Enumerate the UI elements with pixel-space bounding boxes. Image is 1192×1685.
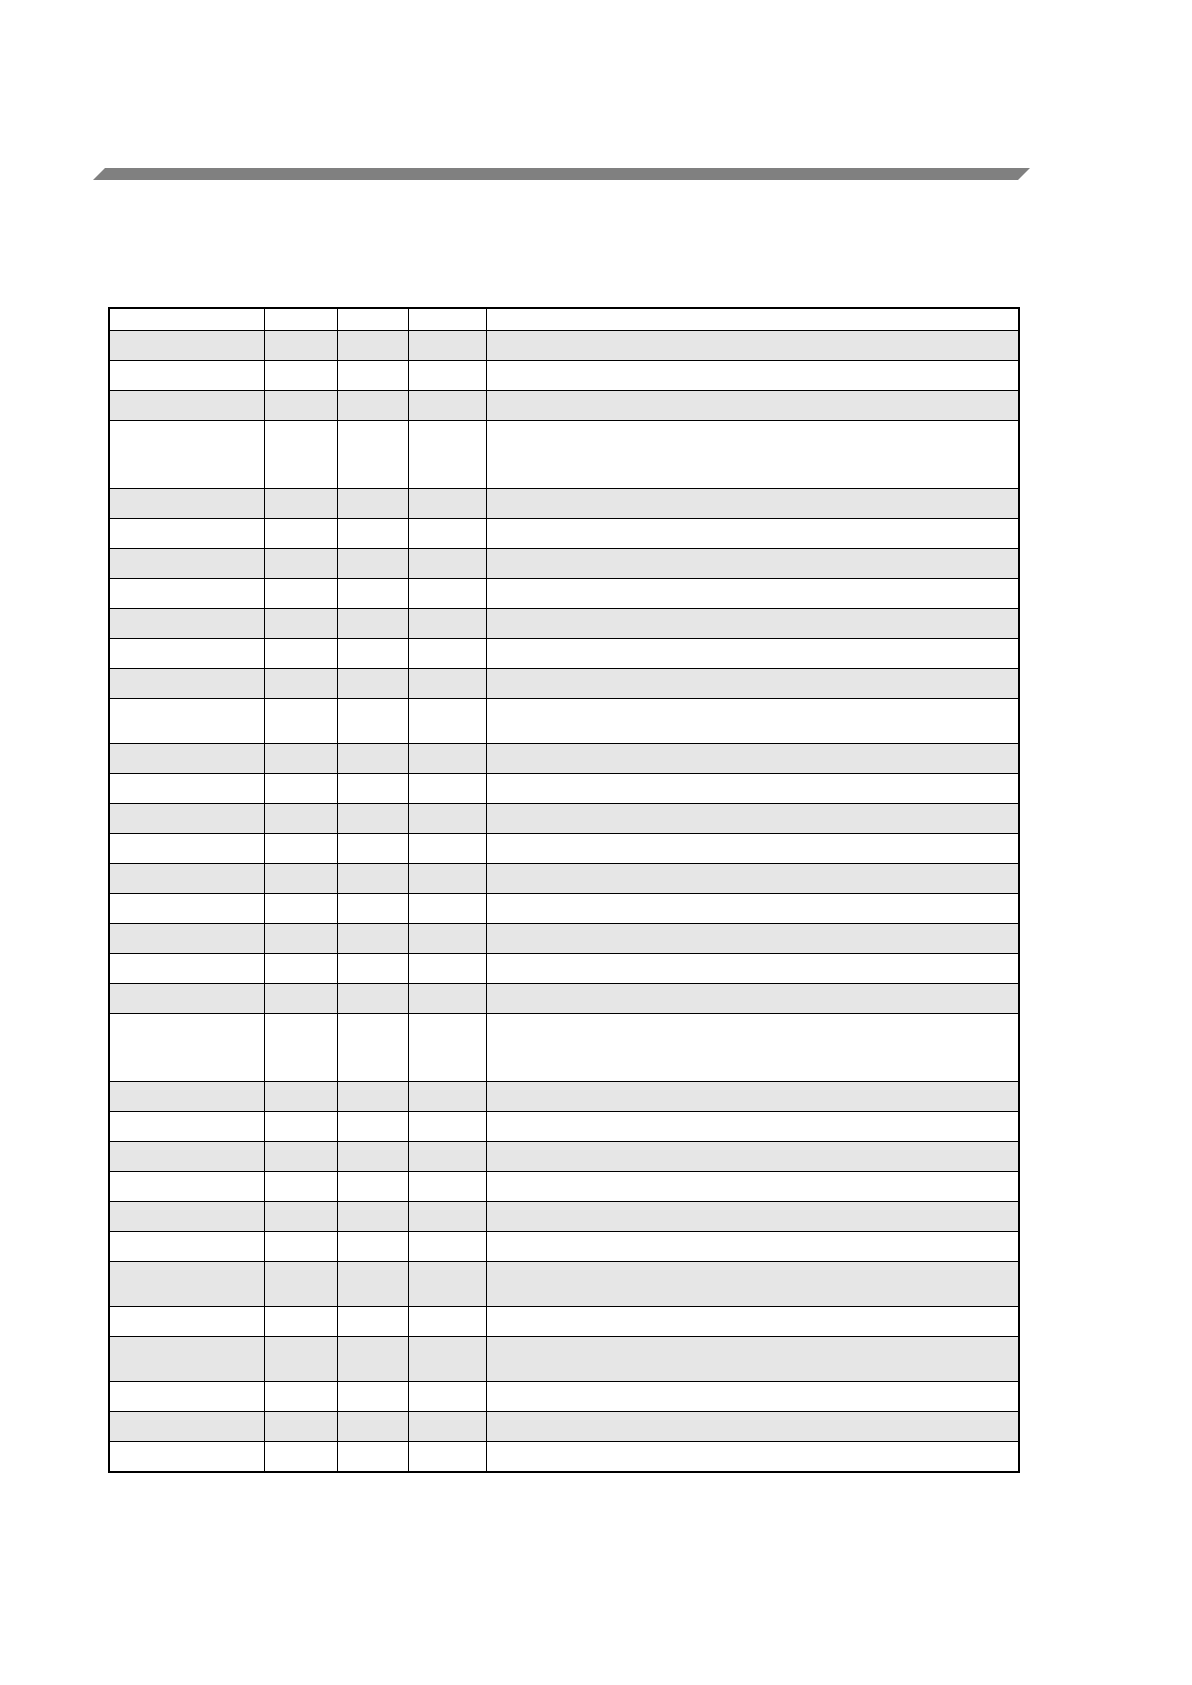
table-cell bbox=[486, 1172, 1019, 1202]
table-row bbox=[109, 1014, 1019, 1082]
table-cell bbox=[109, 699, 264, 744]
table-cell bbox=[264, 924, 337, 954]
table-cell bbox=[264, 954, 337, 984]
column-header bbox=[109, 308, 264, 331]
table-cell bbox=[264, 744, 337, 774]
table-cell bbox=[408, 639, 486, 669]
table-cell bbox=[264, 331, 337, 361]
table-cell bbox=[486, 834, 1019, 864]
table-cell bbox=[408, 1442, 486, 1473]
table-row bbox=[109, 421, 1019, 489]
table-cell bbox=[109, 639, 264, 669]
table-row bbox=[109, 639, 1019, 669]
table-cell bbox=[486, 774, 1019, 804]
table-cell bbox=[337, 954, 408, 984]
table-cell bbox=[408, 1232, 486, 1262]
table-cell bbox=[337, 1382, 408, 1412]
table-cell bbox=[264, 1382, 337, 1412]
table-cell bbox=[486, 744, 1019, 774]
table-cell bbox=[486, 391, 1019, 421]
table-row bbox=[109, 331, 1019, 361]
table-cell bbox=[408, 774, 486, 804]
table-cell bbox=[337, 1412, 408, 1442]
table-cell bbox=[337, 744, 408, 774]
table-row bbox=[109, 1202, 1019, 1232]
table-cell bbox=[264, 1412, 337, 1442]
table-cell bbox=[408, 1337, 486, 1382]
table-cell bbox=[264, 489, 337, 519]
table-cell bbox=[486, 1337, 1019, 1382]
table-cell bbox=[337, 864, 408, 894]
table-row bbox=[109, 1232, 1019, 1262]
table-row bbox=[109, 774, 1019, 804]
table-cell bbox=[109, 1014, 264, 1082]
table-row bbox=[109, 669, 1019, 699]
table-cell bbox=[486, 669, 1019, 699]
table-cell bbox=[486, 421, 1019, 489]
table-cell bbox=[109, 924, 264, 954]
table-cell bbox=[486, 639, 1019, 669]
table-cell bbox=[337, 549, 408, 579]
table-cell bbox=[408, 744, 486, 774]
table-cell bbox=[486, 1014, 1019, 1082]
column-header bbox=[486, 308, 1019, 331]
table-cell bbox=[408, 804, 486, 834]
table-cell bbox=[337, 489, 408, 519]
table-cell bbox=[109, 1307, 264, 1337]
table-cell bbox=[337, 331, 408, 361]
table-cell bbox=[109, 361, 264, 391]
table-cell bbox=[486, 924, 1019, 954]
table-cell bbox=[109, 1382, 264, 1412]
table-cell bbox=[264, 1142, 337, 1172]
table-cell bbox=[337, 1337, 408, 1382]
table-cell bbox=[264, 669, 337, 699]
table-cell bbox=[486, 579, 1019, 609]
table-cell bbox=[109, 1262, 264, 1307]
table-cell bbox=[109, 1202, 264, 1232]
table-cell bbox=[264, 549, 337, 579]
table-cell bbox=[337, 639, 408, 669]
table-cell bbox=[109, 331, 264, 361]
table-cell bbox=[264, 1014, 337, 1082]
table-cell bbox=[486, 549, 1019, 579]
table-cell bbox=[109, 744, 264, 774]
table-cell bbox=[337, 669, 408, 699]
table-cell bbox=[408, 1172, 486, 1202]
table-row bbox=[109, 984, 1019, 1014]
table-cell bbox=[109, 549, 264, 579]
table-cell bbox=[337, 1142, 408, 1172]
table-cell bbox=[337, 984, 408, 1014]
table-row bbox=[109, 924, 1019, 954]
table-cell bbox=[408, 984, 486, 1014]
table-cell bbox=[264, 699, 337, 744]
table-cell bbox=[109, 1442, 264, 1473]
table-cell bbox=[486, 954, 1019, 984]
table-cell bbox=[408, 609, 486, 639]
table-cell bbox=[337, 1082, 408, 1112]
table-cell bbox=[486, 1382, 1019, 1412]
table-cell bbox=[337, 421, 408, 489]
table-cell bbox=[486, 804, 1019, 834]
table-cell bbox=[109, 954, 264, 984]
table-cell bbox=[337, 1112, 408, 1142]
table-row bbox=[109, 1172, 1019, 1202]
table-row bbox=[109, 1142, 1019, 1172]
table-cell bbox=[408, 1262, 486, 1307]
table-cell bbox=[337, 1307, 408, 1337]
table-cell bbox=[109, 1082, 264, 1112]
table-cell bbox=[337, 1442, 408, 1473]
table-cell bbox=[109, 1112, 264, 1142]
table-cell bbox=[264, 834, 337, 864]
table-cell bbox=[109, 519, 264, 549]
table-cell bbox=[109, 391, 264, 421]
table-cell bbox=[337, 1172, 408, 1202]
table-cell bbox=[337, 519, 408, 549]
table-cell bbox=[486, 984, 1019, 1014]
table-cell bbox=[486, 1202, 1019, 1232]
table-cell bbox=[486, 1442, 1019, 1473]
table-cell bbox=[264, 391, 337, 421]
table-cell bbox=[486, 609, 1019, 639]
table-cell bbox=[109, 774, 264, 804]
table-cell bbox=[486, 894, 1019, 924]
table-cell bbox=[109, 579, 264, 609]
column-header bbox=[408, 308, 486, 331]
table-cell bbox=[408, 331, 486, 361]
table-cell bbox=[264, 864, 337, 894]
table-cell bbox=[408, 1082, 486, 1112]
table-cell bbox=[337, 1014, 408, 1082]
table-cell bbox=[408, 1142, 486, 1172]
table-row bbox=[109, 834, 1019, 864]
table-cell bbox=[408, 1412, 486, 1442]
table-cell bbox=[408, 519, 486, 549]
table-cell bbox=[109, 1337, 264, 1382]
table-cell bbox=[264, 804, 337, 834]
column-header bbox=[264, 308, 337, 331]
table-row bbox=[109, 1262, 1019, 1307]
table-cell bbox=[109, 894, 264, 924]
table-cell bbox=[408, 489, 486, 519]
table-cell bbox=[264, 1112, 337, 1142]
table-cell bbox=[264, 1337, 337, 1382]
table-row bbox=[109, 699, 1019, 744]
header-rule-bar bbox=[93, 168, 1030, 180]
table-cell bbox=[264, 519, 337, 549]
table-cell bbox=[486, 489, 1019, 519]
table-cell bbox=[408, 669, 486, 699]
table-cell bbox=[408, 549, 486, 579]
table-cell bbox=[109, 1412, 264, 1442]
table-row bbox=[109, 549, 1019, 579]
table-cell bbox=[486, 1262, 1019, 1307]
table-cell bbox=[264, 361, 337, 391]
table-row bbox=[109, 519, 1019, 549]
table-row bbox=[109, 1082, 1019, 1112]
table-cell bbox=[408, 834, 486, 864]
table-cell bbox=[264, 1307, 337, 1337]
table-cell bbox=[408, 391, 486, 421]
table-cell bbox=[109, 669, 264, 699]
table-cell bbox=[486, 864, 1019, 894]
table-row bbox=[109, 609, 1019, 639]
table-header-row bbox=[109, 308, 1019, 331]
table-cell bbox=[408, 1014, 486, 1082]
table-row bbox=[109, 1112, 1019, 1142]
table-cell bbox=[109, 834, 264, 864]
table-row bbox=[109, 894, 1019, 924]
table-cell bbox=[408, 1112, 486, 1142]
table-cell bbox=[337, 1202, 408, 1232]
table-cell bbox=[109, 804, 264, 834]
table-cell bbox=[264, 894, 337, 924]
table-cell bbox=[264, 1202, 337, 1232]
table-cell bbox=[408, 579, 486, 609]
table-cell bbox=[486, 1307, 1019, 1337]
table-cell bbox=[408, 361, 486, 391]
table-cell bbox=[109, 421, 264, 489]
table-cell bbox=[486, 1232, 1019, 1262]
table-row bbox=[109, 864, 1019, 894]
table-cell bbox=[109, 489, 264, 519]
table-body bbox=[109, 331, 1019, 1473]
table-cell bbox=[337, 774, 408, 804]
table-row bbox=[109, 1412, 1019, 1442]
table-cell bbox=[109, 1172, 264, 1202]
table-cell bbox=[109, 864, 264, 894]
table-row bbox=[109, 1337, 1019, 1382]
table-cell bbox=[486, 1082, 1019, 1112]
table-cell bbox=[109, 1142, 264, 1172]
table-cell bbox=[408, 924, 486, 954]
table-cell bbox=[486, 519, 1019, 549]
table-row bbox=[109, 954, 1019, 984]
table-cell bbox=[109, 984, 264, 1014]
table-cell bbox=[337, 391, 408, 421]
table-cell bbox=[337, 699, 408, 744]
table-row bbox=[109, 579, 1019, 609]
table-cell bbox=[264, 1172, 337, 1202]
table-cell bbox=[337, 609, 408, 639]
table-cell bbox=[486, 361, 1019, 391]
table-row bbox=[109, 1442, 1019, 1473]
table-cell bbox=[486, 1412, 1019, 1442]
table-cell bbox=[109, 609, 264, 639]
table-cell bbox=[264, 609, 337, 639]
table-cell bbox=[337, 1262, 408, 1307]
table-row bbox=[109, 804, 1019, 834]
table-cell bbox=[408, 1382, 486, 1412]
table-cell bbox=[486, 1142, 1019, 1172]
table-cell bbox=[408, 954, 486, 984]
table-cell bbox=[337, 924, 408, 954]
table-cell bbox=[408, 894, 486, 924]
table-cell bbox=[337, 804, 408, 834]
table-cell bbox=[486, 699, 1019, 744]
table-row bbox=[109, 1307, 1019, 1337]
table-cell bbox=[408, 1202, 486, 1232]
table-row bbox=[109, 489, 1019, 519]
table-cell bbox=[264, 1442, 337, 1473]
table-cell bbox=[337, 1232, 408, 1262]
table-cell bbox=[264, 984, 337, 1014]
data-table bbox=[108, 307, 1020, 1473]
table-cell bbox=[408, 1307, 486, 1337]
table-cell bbox=[264, 1082, 337, 1112]
column-header bbox=[337, 308, 408, 331]
table-cell bbox=[264, 774, 337, 804]
table-cell bbox=[264, 639, 337, 669]
table-row bbox=[109, 391, 1019, 421]
table-cell bbox=[264, 1232, 337, 1262]
table-cell bbox=[337, 894, 408, 924]
table-cell bbox=[337, 834, 408, 864]
table-cell bbox=[264, 421, 337, 489]
table-cell bbox=[408, 699, 486, 744]
table-cell bbox=[337, 579, 408, 609]
table-cell bbox=[264, 579, 337, 609]
table-cell bbox=[408, 864, 486, 894]
table-cell bbox=[486, 331, 1019, 361]
table-cell bbox=[408, 421, 486, 489]
table-cell bbox=[109, 1232, 264, 1262]
table-row bbox=[109, 744, 1019, 774]
table-cell bbox=[486, 1112, 1019, 1142]
header-rule bbox=[93, 168, 1030, 180]
table-row bbox=[109, 1382, 1019, 1412]
table-cell bbox=[337, 361, 408, 391]
table-row bbox=[109, 361, 1019, 391]
table-cell bbox=[264, 1262, 337, 1307]
